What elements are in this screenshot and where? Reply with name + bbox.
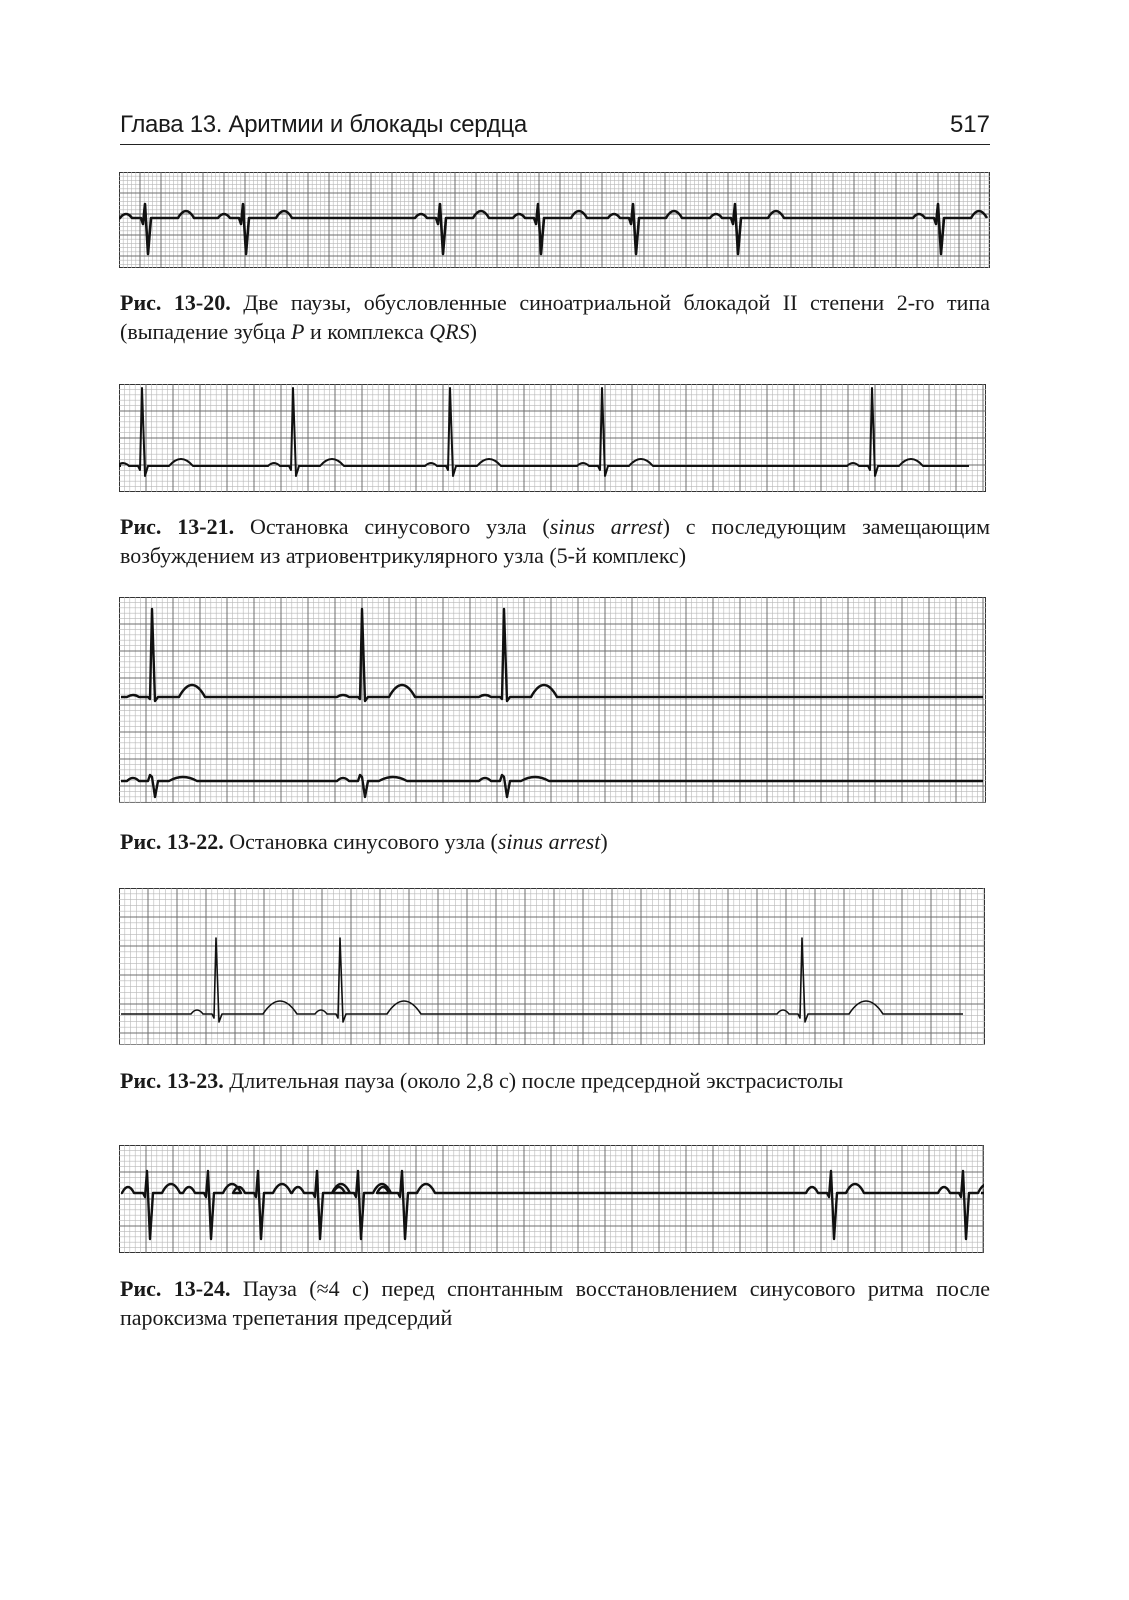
- caption-fig-13-24: [120, 1274, 990, 1332]
- figure-label: Рис. 13-24.: [120, 1276, 231, 1301]
- ecg-strip-fig-13-24: [119, 1145, 984, 1253]
- ecg-strip-fig-13-23: [119, 888, 985, 1045]
- figure-label: Рис. 13-21.: [120, 514, 235, 539]
- figure-label: Рис. 13-23.: [120, 1068, 224, 1093]
- figure-label: Рис. 13-22.: [120, 829, 224, 854]
- page-number: 517: [949, 111, 990, 138]
- caption-text: Пауза (≈4 с) перед спонтанным восстановлением синусового ритма после пароксизма трепетания предсердий: [120, 1276, 990, 1330]
- caption-text: Длительная пауза (около 2,8 с) после предсердной экстрасистолы: [223, 1068, 844, 1093]
- ecg-strip-fig-13-20: [119, 172, 990, 268]
- caption-text: ): [469, 319, 477, 344]
- caption-text: и комплекса: [304, 319, 430, 344]
- page-header: [120, 110, 990, 145]
- caption-fig-13-23: [120, 1066, 990, 1095]
- caption-text: QRS: [429, 319, 470, 344]
- caption-text: sinus arrest: [549, 514, 663, 539]
- chapter-title: Глава 13. Аритмии и блокады сердца: [120, 111, 527, 138]
- ecg-strip-fig-13-21: [119, 384, 986, 492]
- figure-label: Рис. 13-20.: [120, 290, 231, 315]
- caption-fig-13-21: [120, 512, 990, 570]
- ecg-strip-fig-13-22: [119, 597, 986, 803]
- caption-text: ) с последующим замещающим возбуждением из атриовентрикулярного узла (5-й комплекс): [120, 514, 990, 568]
- caption-text: Остановка синусового узла (: [234, 514, 550, 539]
- caption-fig-13-20: [120, 288, 990, 346]
- caption-fig-13-22: [120, 827, 990, 856]
- caption-text: Две паузы, обусловленные синоатриальной блокадой II степени 2-го типа (выпадение зубца: [120, 290, 990, 344]
- caption-text: sinus arrest: [497, 829, 601, 854]
- caption-text: ): [600, 829, 608, 854]
- caption-text: Остановка синусового узла (: [223, 829, 498, 854]
- caption-text: P: [290, 319, 305, 344]
